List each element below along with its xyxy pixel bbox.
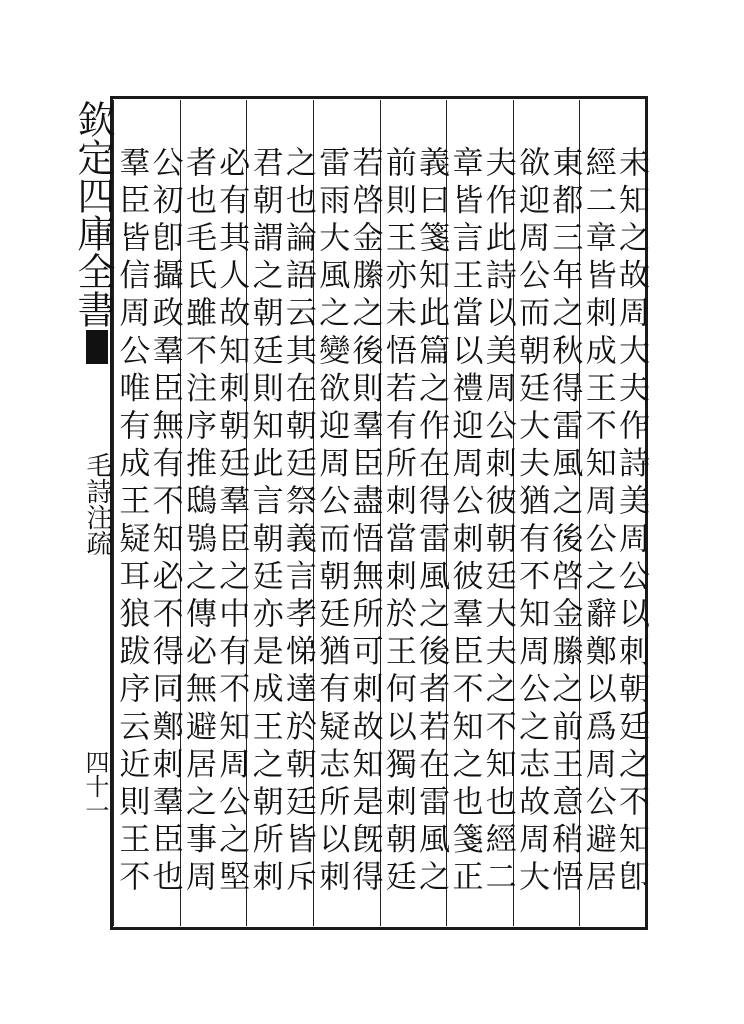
- text-line: 前則王亦未悟若有所刺當刺於王何以獨刺朝廷: [379, 146, 416, 898]
- text-line: 必有其人故知刺朝廷羣臣之中有不知周公之堅: [213, 146, 250, 898]
- text-line: 君朝謂之朝廷則知此言朝廷亦是成王之朝所刺: [246, 146, 283, 898]
- column-ruled-3: [446, 100, 516, 926]
- collection-title: 欽定四庫全書: [71, 100, 115, 328]
- text-line: 未知之故周大夫作詩美周公以刺朝廷之不知卽: [613, 146, 649, 898]
- text-line: 公初卽攝政羣臣無有不知必不得同鄭刺羣臣也: [146, 146, 183, 898]
- book-name: 毛詩注疏: [82, 452, 112, 556]
- text-line: 東都三年之秋得雷風之後啓金縢之前王意稍悟: [546, 146, 583, 898]
- fish-tail-mark: [86, 330, 108, 364]
- text-line: 之也論語云其在朝廷祭義言孝悌達於朝廷皆斥: [279, 146, 316, 898]
- text-line: 欲迎周公而朝廷大夫猶有不知周公之志故周大: [513, 146, 550, 898]
- column-ruled-4: [379, 100, 450, 926]
- text-line: 者也毛氏雖不注序推鴟鴞之傳必無避居之事周: [179, 146, 216, 898]
- column-ruled-1: [579, 100, 649, 926]
- column-ruled-7: [179, 100, 250, 926]
- text-line: 章皆言王當以禮迎周公刺彼羣臣不知之也箋正: [446, 146, 483, 898]
- text-line: 經二章皆刺成王不知周公之辭鄭以爲周公避居: [579, 146, 616, 898]
- column-ruled-6: [246, 100, 316, 926]
- column-ruled-8: [113, 100, 183, 926]
- column-ruled-5: [313, 100, 383, 926]
- page-number: 四十一: [81, 750, 109, 822]
- text-line: 若啓金縢之後則羣臣盡悟無所可刺故知是旣得: [346, 146, 383, 898]
- text-line: 夫作此詩以美周公刺彼朝廷大夫之不知也經二: [479, 146, 516, 898]
- text-line: 羣臣皆信周公唯有成王疑耳狼跋序云近則王不: [113, 146, 150, 898]
- text-line: 雷雨大風之變欲迎周公而朝廷猶有疑志所以刺: [313, 146, 350, 898]
- text-line: 義曰箋知此篇之作在得雷風之後者若在雷風之: [413, 146, 450, 898]
- column-ruled-2: [513, 100, 583, 926]
